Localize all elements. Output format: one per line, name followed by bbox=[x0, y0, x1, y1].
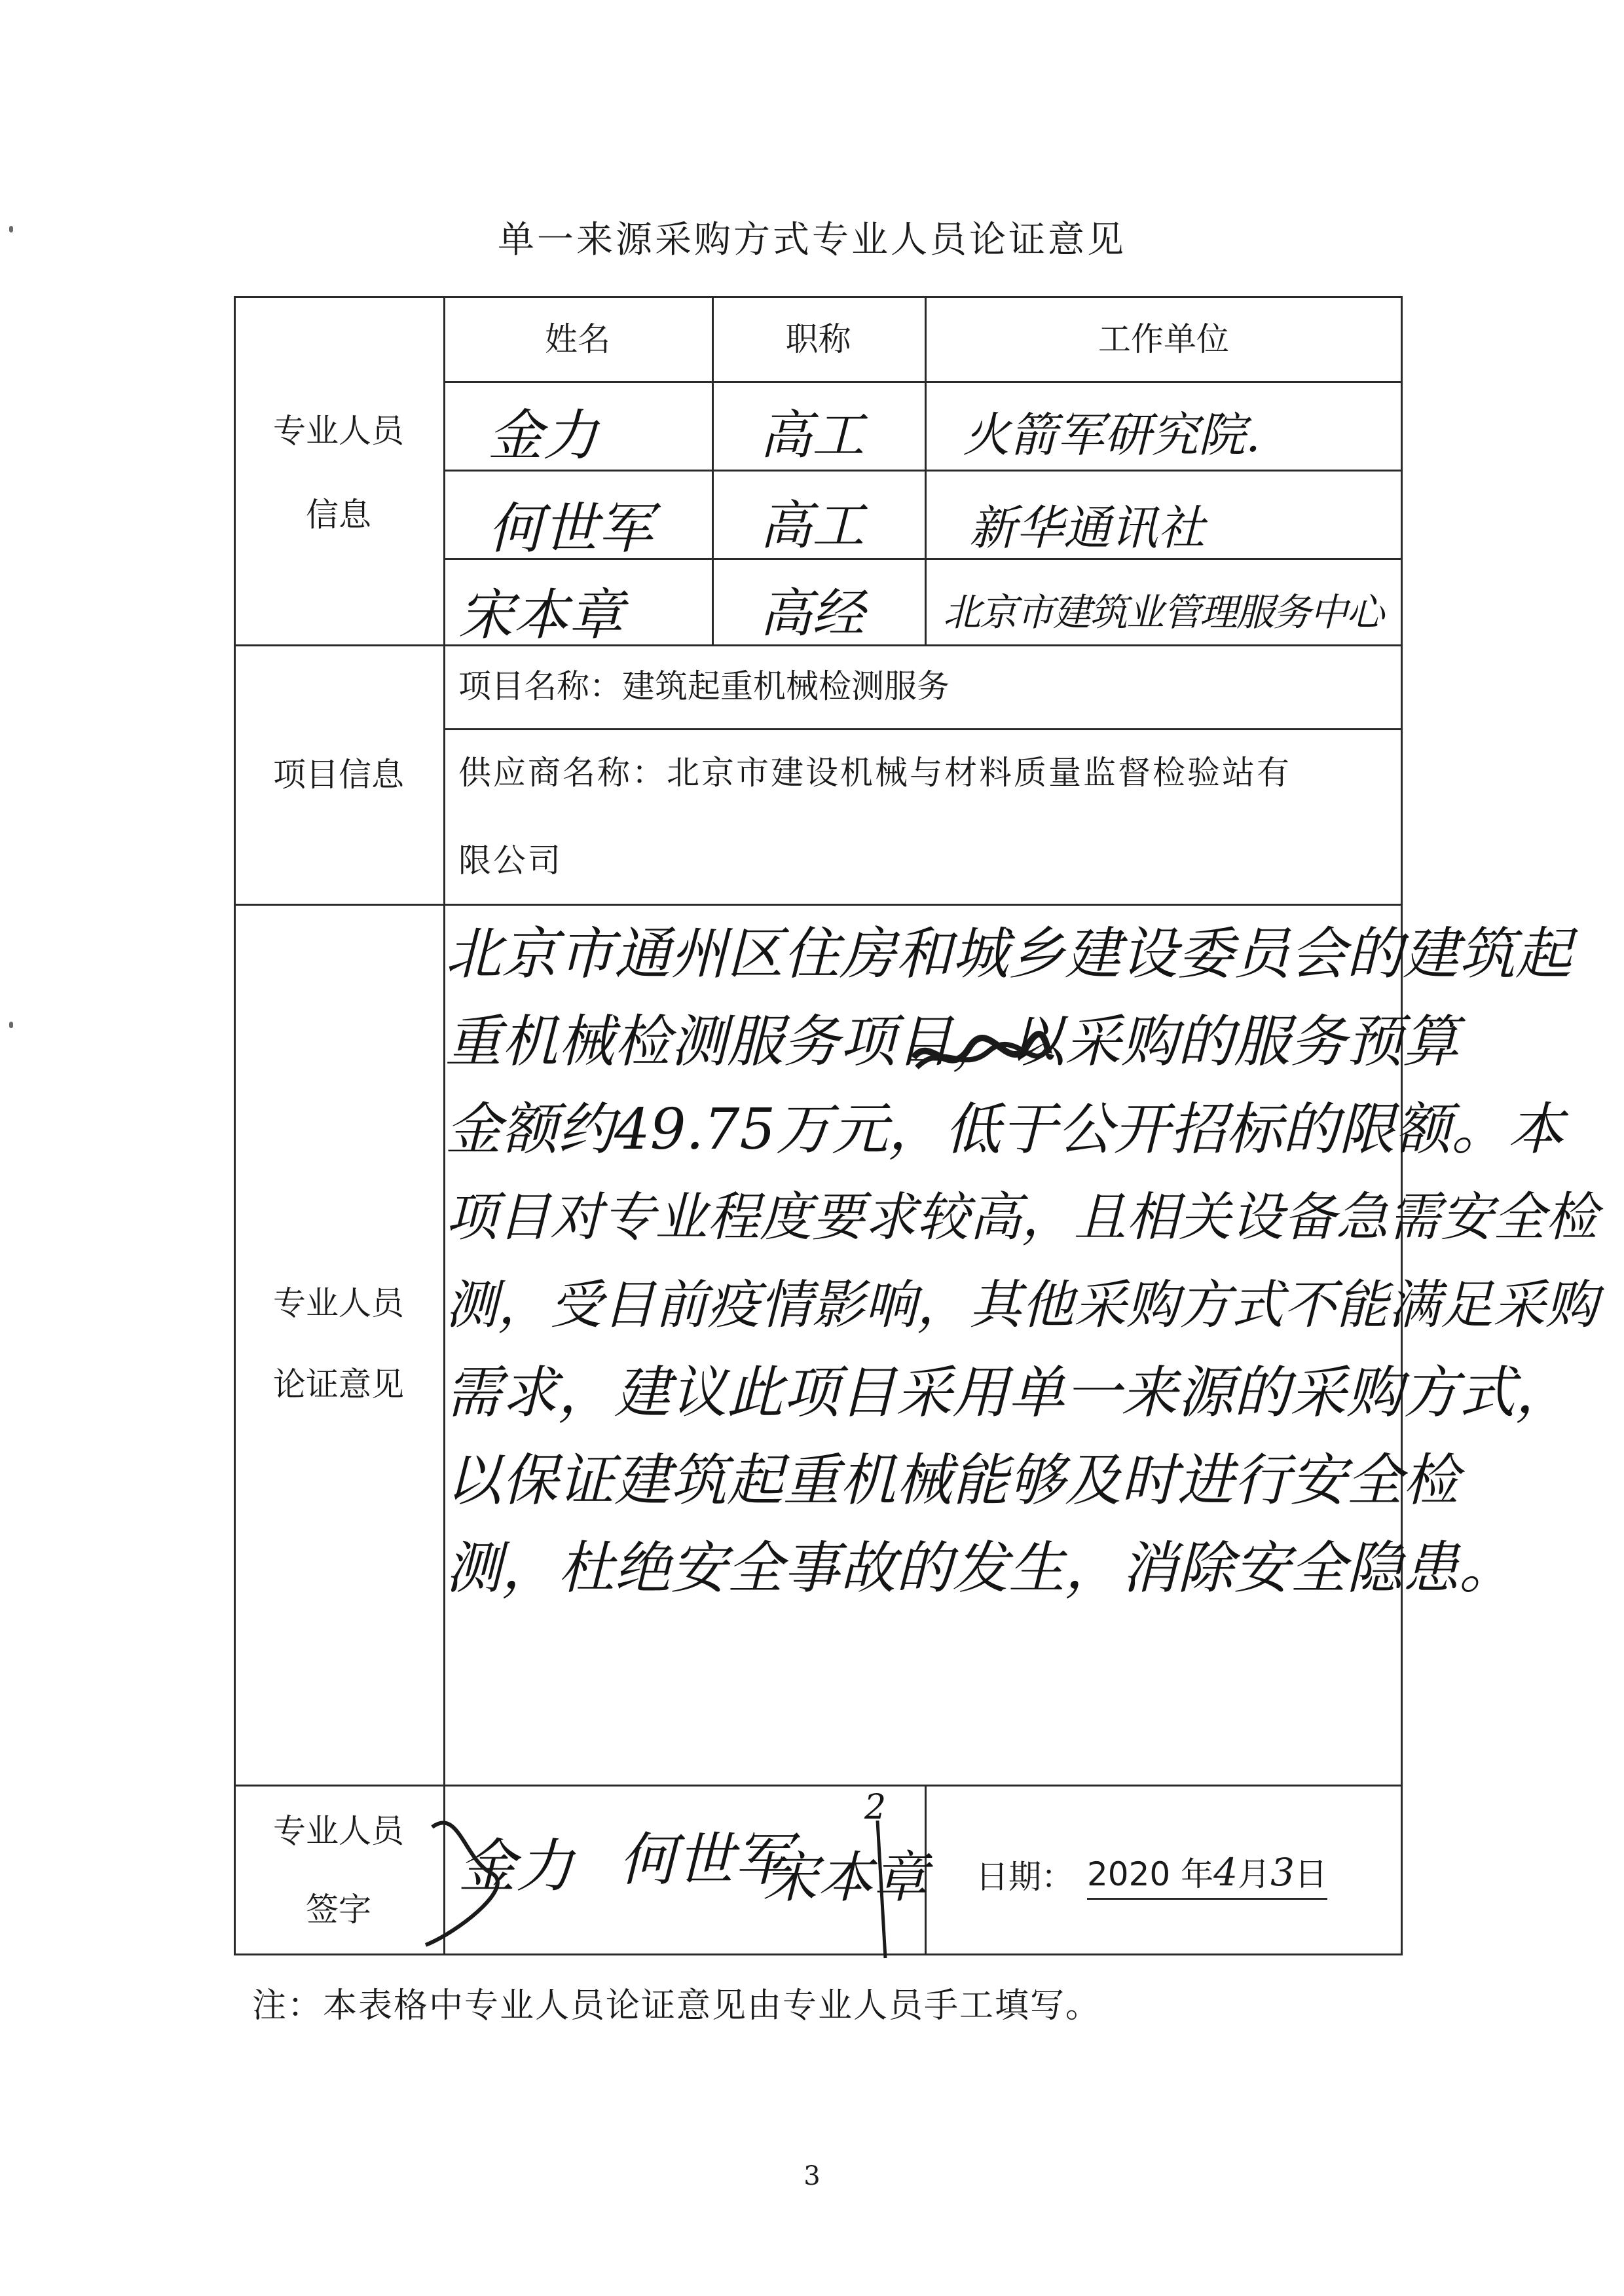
date-month-unit: 月 bbox=[1238, 1855, 1271, 1893]
personnel-org-3: 北京市建筑业管理服务中心 bbox=[943, 590, 1384, 635]
personnel-org-2: 新华通讯社 bbox=[969, 500, 1206, 555]
opinion-handwritten-text bbox=[445, 910, 1598, 1612]
personnel-title-2: 高工 bbox=[760, 495, 864, 556]
date-year-unit: 年 bbox=[1181, 1855, 1214, 1893]
personnel-title-1: 高工 bbox=[760, 405, 864, 466]
grid-line bbox=[443, 728, 1403, 730]
footnote: 注：本表格中专业人员论证意见由专业人员手工填写。 bbox=[252, 1986, 1101, 2026]
signature-1: 金力 bbox=[458, 1832, 574, 1900]
header-title: 职称 bbox=[785, 320, 851, 358]
opinion-label-line2: 论证意见 bbox=[273, 1365, 404, 1403]
personnel-name-1: 金力 bbox=[488, 403, 599, 468]
personnel-org-1: 火箭军研究院. bbox=[963, 407, 1261, 462]
opinion-line: 以保证建筑起重机械能够及时进行安全检 bbox=[445, 1448, 1459, 1513]
opinion-line: 测，受目前疫情影响，其他采购方式不能满足采购 bbox=[445, 1274, 1598, 1335]
personnel-label-line1: 专业人员 bbox=[273, 412, 404, 450]
date-day-unit: 日 bbox=[1294, 1855, 1327, 1893]
opinion-line: 需求，建议此项目采用单一来源的采购方式， bbox=[445, 1360, 1572, 1426]
project-label: 项目信息 bbox=[273, 756, 404, 794]
personnel-name-2: 何世军 bbox=[488, 496, 654, 561]
opinion-line: 项目对专业程度要求较高，且相关设备急需安全检 bbox=[445, 1187, 1598, 1248]
header-org: 工作单位 bbox=[1098, 320, 1229, 358]
document-title: 单一来源采购方式专业人员论证意见 bbox=[498, 219, 1126, 261]
date-value bbox=[1087, 1848, 1327, 1900]
signature-3: 宋本章 bbox=[763, 1845, 929, 1910]
grid-line bbox=[234, 904, 1403, 906]
opinion-label-line1: 专业人员 bbox=[273, 1284, 404, 1322]
header-name: 姓名 bbox=[545, 320, 610, 358]
signature-label-line2: 签字 bbox=[306, 1891, 371, 1929]
opinion-line: 金额约49.75万元，低于公开招标的限额。本 bbox=[445, 1097, 1564, 1162]
personnel-label-line2: 信息 bbox=[306, 496, 371, 534]
scan-speck bbox=[9, 1022, 13, 1028]
signature-label-line1: 专业人员 bbox=[273, 1812, 404, 1850]
supplier-line2: 限公司 bbox=[458, 842, 563, 880]
page-number: 3 bbox=[803, 2161, 821, 2191]
grid-line bbox=[443, 381, 1403, 383]
signature-2: 何世军 bbox=[619, 1826, 792, 1893]
strikethrough-scribble bbox=[910, 1028, 1054, 1087]
opinion-line: 北京市通州区住房和城乡建设委员会的建筑起 bbox=[445, 921, 1572, 987]
date-label: 日期： bbox=[976, 1858, 1074, 1896]
project-name: 项目名称：建筑起重机械检测服务 bbox=[458, 667, 950, 705]
opinion-line: 重机械检测服务项目，以采购的服务预算 bbox=[445, 1009, 1459, 1075]
date-month: 4 bbox=[1213, 1850, 1238, 1895]
signature-strokes bbox=[419, 1781, 956, 1965]
date-year: 2020 bbox=[1087, 1855, 1171, 1893]
supplier-line1: 供应商名称：北京市建设机械与材料质量监督检验站有 bbox=[458, 754, 1291, 792]
personnel-name-3: 宋本章 bbox=[458, 583, 624, 647]
opinion-line: 测，杜绝安全事故的发生，消除安全隐患。 bbox=[445, 1536, 1515, 1601]
date-day: 3 bbox=[1270, 1850, 1295, 1895]
signature-mark: 2 bbox=[864, 1788, 887, 1827]
personnel-title-3: 高经 bbox=[760, 583, 864, 644]
